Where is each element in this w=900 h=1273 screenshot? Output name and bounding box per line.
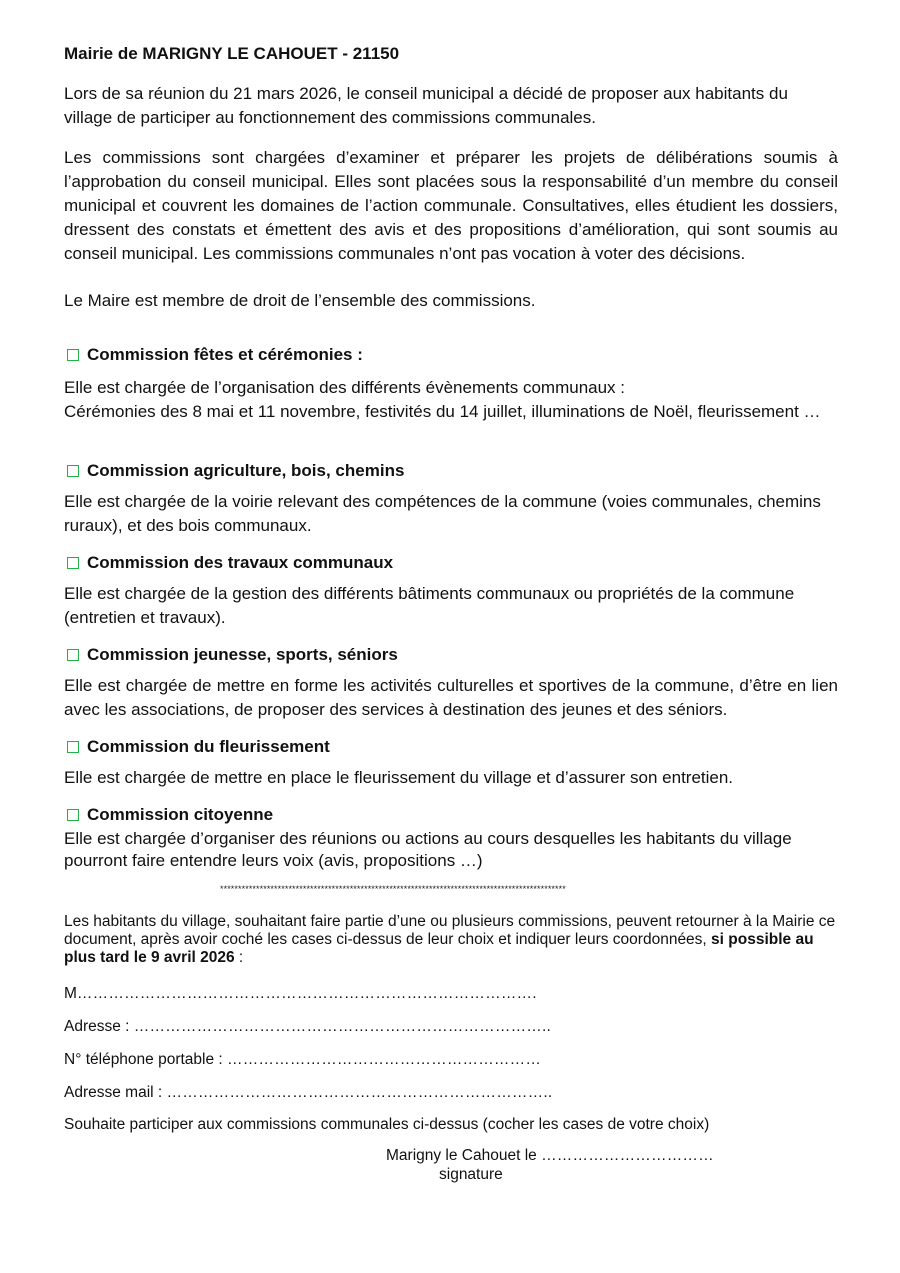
commission-title: Commission des travaux communaux	[87, 553, 394, 572]
commission-desc-line: Cérémonies des 8 mai et 11 novembre, festivités du 14 juillet, illuminations de Noël, fleurissement …	[64, 402, 821, 421]
instructions-text: Les habitants du village, souhaitant faire partie d’une ou plusieurs commissions, peuvent retourner à la Mairie ce document, après avoir coché les cases ci-dessus de leur choix et indiquer leurs coordonnées,	[64, 913, 836, 948]
form-instructions	[64, 913, 838, 967]
name-field[interactable]	[64, 985, 537, 1003]
commission-title: Commission agriculture, bois, chemins	[87, 461, 405, 480]
separator: ************************************************************************************************	[220, 884, 566, 894]
phone-field[interactable]	[64, 1051, 541, 1069]
commission-title: Commission jeunesse, sports, séniors	[87, 645, 398, 664]
email-label: Adresse mail :	[64, 1084, 167, 1101]
wish-text: Souhaite participer aux commissions communales ci-dessus (cocher les cases de votre choix)	[64, 1116, 710, 1133]
commission-header-fetes	[67, 345, 363, 365]
commission-desc-fleurissement: Elle est chargée de mettre en place le fleurissement du village et d’assurer son entretien.	[64, 768, 734, 787]
address-field[interactable]	[64, 1018, 551, 1036]
email-field[interactable]	[64, 1084, 552, 1102]
checkbox-fetes[interactable]	[67, 349, 79, 361]
date-input[interactable]: ……………………………	[541, 1147, 714, 1164]
commission-header-travaux	[67, 553, 393, 573]
signature-label: signature	[439, 1166, 503, 1183]
commission-title: Commission citoyenne	[87, 805, 274, 824]
deadline-suffix: :	[234, 949, 244, 966]
commission-desc-line: Elle est chargée de l’organisation des différents évènements communaux :	[64, 378, 626, 397]
email-input[interactable]: ………………………………………………………………..	[166, 1084, 553, 1101]
deadline-text: si possible au plus tard le 9 avril 2026	[64, 931, 814, 966]
intro-paragraph-3: Le Maire est membre de droit de l’ensemble des commissions.	[64, 291, 536, 310]
commission-header-agriculture	[67, 461, 404, 481]
commission-header-citoyenne	[67, 805, 273, 825]
document-title: Mairie de MARIGNY LE CAHOUET - 21150	[64, 44, 400, 63]
phone-input[interactable]: ……………………………………………………	[227, 1051, 542, 1068]
checkbox-jeunesse[interactable]	[67, 649, 79, 661]
intro-paragraph-1: Lors de sa réunion du 21 mars 2026, le conseil municipal a décidé de proposer aux habitants du village de participer au fonctionnement des commissions communales.	[64, 84, 788, 127]
place-date-field[interactable]	[386, 1147, 714, 1165]
intro-paragraph-2: Les commissions sont chargées d’examiner et préparer les projets de délibérations soumis à l’approbation du conseil municipal. Elles sont placées sous la responsabilité d’un membre du conseil municipal et couvrent les domaines de l’action communale. Consultatives, elles étudient les dossiers, dressent des constats et émettent des avis et des propositions d’amélioration, qui sont soumis au conseil municipal. Les commissions communales n’ont pas vocation à voter des décisions.	[64, 148, 838, 263]
commission-desc-jeunesse: Elle est chargée de mettre en forme les activités culturelles et sportives de la commune, d’être en lien avec les associations, de proposer des services à destination des jeunes et des séniors.	[64, 676, 838, 719]
commission-header-jeunesse	[67, 645, 398, 665]
commission-desc-citoyenne: Elle est chargée d’organiser des réunions ou actions au cours desquelles les habitants du village pourront faire entendre leurs voix (avis, propositions …)	[64, 829, 792, 870]
name-input[interactable]: …………………………………………………………………………….	[76, 985, 537, 1002]
phone-label: N° téléphone portable :	[64, 1051, 228, 1068]
commission-header-fleurissement	[67, 737, 330, 757]
commission-title: Commission fêtes et cérémonies :	[87, 345, 363, 364]
checkbox-citoyenne[interactable]	[67, 809, 79, 821]
commission-desc-travaux: Elle est chargée de la gestion des différents bâtiments communaux ou propriétés de la commune (entretien et travaux).	[64, 584, 795, 627]
commission-desc-fetes	[64, 376, 838, 424]
name-label: M	[64, 985, 77, 1002]
commission-title: Commission du fleurissement	[87, 737, 330, 756]
checkbox-travaux[interactable]	[67, 557, 79, 569]
address-input[interactable]: ……………………………………………………………………..	[133, 1018, 551, 1035]
address-label: Adresse :	[64, 1018, 134, 1035]
commission-desc-agriculture: Elle est chargée de la voirie relevant des compétences de la commune (voies communales, chemins ruraux), et des bois communaux.	[64, 492, 821, 535]
place-label: Marigny le Cahouet le	[386, 1147, 542, 1164]
checkbox-agriculture[interactable]	[67, 465, 79, 477]
checkbox-fleurissement[interactable]	[67, 741, 79, 753]
